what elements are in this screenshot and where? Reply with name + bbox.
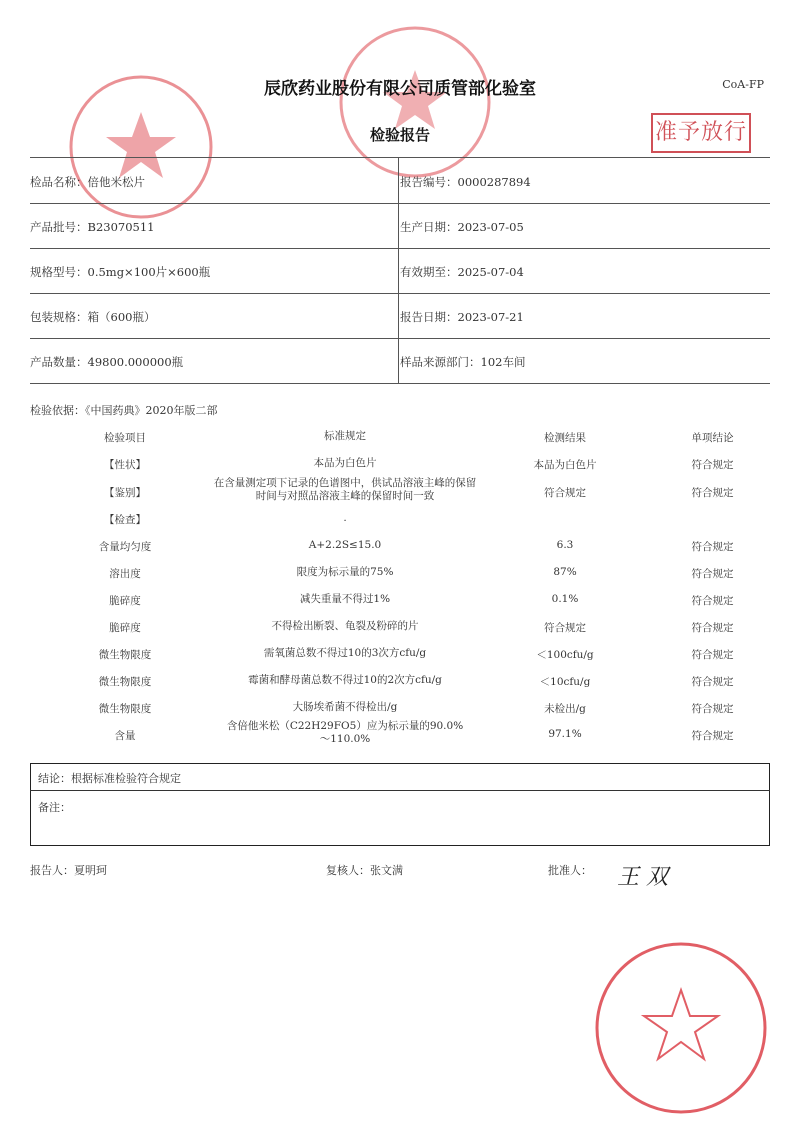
row-item: 含量 bbox=[114, 730, 136, 742]
row-standard: 减失重量不得过1% bbox=[299, 593, 391, 605]
inspection-seal-top-center bbox=[335, 22, 495, 182]
grid-line bbox=[30, 248, 770, 249]
row-standard: 本品为白色片 bbox=[313, 457, 377, 469]
row-result: ＜100cfu/g bbox=[536, 649, 594, 661]
row-result: 97.1% bbox=[548, 728, 582, 740]
star-icon bbox=[106, 112, 176, 178]
document-code: CoA-FP bbox=[722, 78, 764, 91]
grid-divider bbox=[398, 157, 399, 383]
product-name: 检品名称：倍他米松片 bbox=[30, 175, 145, 189]
row-standard: 在含量测定项下记录的色谱图中，供试品溶液主峰的保留时间与对照品溶液主峰的保留时间一致 bbox=[213, 477, 477, 502]
row-standard: 霉菌和酵母菌总数不得过10的2次方cfu/g bbox=[248, 674, 442, 686]
row-conclusion: 符合规定 bbox=[691, 568, 734, 580]
col-header-item: 检验项目 bbox=[104, 432, 146, 444]
row-standard: 含倍他米松（C22H29FO5）应为标示量的90.0%～110.0% bbox=[226, 720, 464, 745]
conclusion-divider bbox=[30, 790, 770, 791]
row-conclusion: 符合规定 bbox=[691, 487, 734, 499]
row-standard: 大肠埃希菌不得检出/g bbox=[292, 701, 398, 713]
row-result: 6.3 bbox=[556, 539, 574, 551]
package-spec: 包装规格：箱（600瓶） bbox=[30, 310, 156, 324]
sample-source-dept: 样品来源部门：102车间 bbox=[400, 355, 526, 369]
reporter: 报告人：夏明珂 bbox=[30, 864, 107, 877]
specification: 规格型号：0.5mg×100片×600瓶 bbox=[30, 265, 211, 279]
row-result: 符合规定 bbox=[544, 487, 586, 499]
quality-seal-bottom-right bbox=[591, 938, 771, 1118]
conclusion-text: 结论：根据标准检验符合规定 bbox=[38, 772, 181, 785]
test-basis: 检验依据：《中国药典》2020年版二部 bbox=[30, 404, 218, 417]
row-conclusion: 符合规定 bbox=[691, 622, 734, 634]
report-number: 报告编号：0000287894 bbox=[400, 175, 531, 189]
grid-line bbox=[30, 383, 770, 384]
product-quantity: 产品数量：49800.000000瓶 bbox=[30, 355, 184, 369]
row-standard: . bbox=[343, 512, 347, 524]
row-result: 本品为白色片 bbox=[533, 459, 597, 471]
row-item: 脆碎度 bbox=[109, 622, 141, 634]
col-header-result: 检测结果 bbox=[544, 432, 586, 444]
approver-signature: 王 双 bbox=[617, 865, 668, 890]
row-result: 0.1% bbox=[551, 593, 579, 605]
release-stamp: 准予放行 bbox=[651, 113, 751, 153]
batch-number: 产品批号：B23070511 bbox=[30, 220, 155, 234]
row-standard: A+2.2S≤15.0 bbox=[308, 539, 382, 551]
grid-line bbox=[30, 293, 770, 294]
approver-label: 批准人： bbox=[548, 864, 592, 877]
row-standard: 需氧菌总数不得过10的3次方cfu/g bbox=[263, 647, 427, 659]
remarks-label: 备注： bbox=[38, 801, 71, 814]
company-name: 辰欣药业股份有限公司质管部化验室 bbox=[264, 79, 536, 99]
row-item: 微生物限度 bbox=[98, 649, 152, 661]
row-item: 微生物限度 bbox=[98, 703, 152, 715]
report-title: 检验报告 bbox=[369, 126, 430, 144]
col-header-standard: 标准规定 bbox=[324, 430, 366, 442]
row-result: 未检出/g bbox=[544, 703, 586, 715]
expiry-date: 有效期至：2025-07-04 bbox=[400, 265, 524, 279]
row-item: 【检查】 bbox=[104, 514, 146, 526]
star-icon bbox=[644, 990, 718, 1059]
row-result: ＜10cfu/g bbox=[539, 676, 591, 688]
row-standard: 不得检出断裂、龟裂及粉碎的片 bbox=[271, 620, 419, 632]
col-header-conclusion: 单项结论 bbox=[691, 432, 734, 444]
grid-line bbox=[30, 157, 770, 158]
grid-line bbox=[30, 338, 770, 339]
grid-line bbox=[30, 203, 770, 204]
row-conclusion: 符合规定 bbox=[691, 703, 734, 715]
row-conclusion: 符合规定 bbox=[691, 595, 734, 607]
row-conclusion: 符合规定 bbox=[691, 649, 734, 661]
row-conclusion: 符合规定 bbox=[691, 541, 734, 553]
row-result: 符合规定 bbox=[544, 622, 586, 634]
report-date: 报告日期：2023-07-21 bbox=[400, 310, 524, 324]
reviewer: 复核人：张文满 bbox=[326, 864, 403, 877]
row-item: 脆碎度 bbox=[109, 595, 141, 607]
row-item: 溶出度 bbox=[109, 568, 141, 580]
row-item: 【鉴别】 bbox=[104, 487, 146, 499]
row-conclusion: 符合规定 bbox=[691, 459, 734, 471]
row-conclusion: 符合规定 bbox=[691, 676, 734, 688]
production-date: 生产日期：2023-07-05 bbox=[400, 220, 524, 234]
row-result: 87% bbox=[553, 566, 577, 578]
row-item: 【性状】 bbox=[104, 459, 146, 471]
row-item: 微生物限度 bbox=[98, 676, 152, 688]
row-standard: 限度为标示量的75% bbox=[296, 566, 394, 578]
row-conclusion: 符合规定 bbox=[691, 730, 734, 742]
row-item: 含量均匀度 bbox=[98, 541, 152, 553]
